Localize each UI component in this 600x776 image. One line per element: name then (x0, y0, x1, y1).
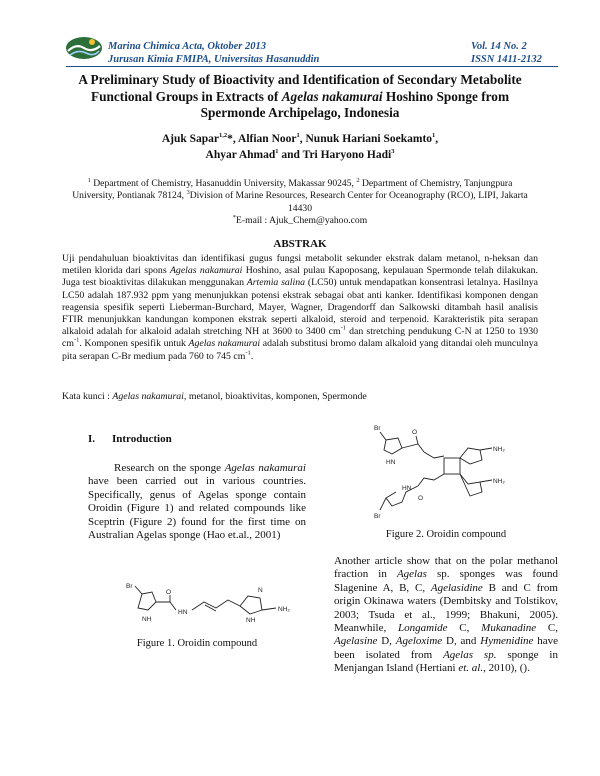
atom-label-br-top: Br (374, 425, 381, 432)
issn-number: ISSN 1411-2132 (471, 54, 542, 65)
journal-header-right (471, 40, 556, 66)
atom-label-n: N (258, 587, 263, 594)
author-list: Ajuk Sapar$^{1,2}$*, Alfian Noor$^1$, Nunuk Hariani Soekamto$^1$, Ahyar Ahmad$^1$ and Tri Haryono Hadi$^3$ (161, 132, 439, 161)
intro-paragraph: Research on the sponge Agelas nakamurai have been carried out in various countries. Specifically, genus of Agelas sponge contain Oroidin (Figure 1) and related compounds like Sceptrin (Figure 2) found for the first time on Australian Agelas sponge (Hao et.al., 2001) (88, 462, 306, 542)
amide-top (402, 444, 424, 452)
atom-label-hn-top: HN (386, 459, 396, 466)
atom-label-nh2: NH₂ (278, 606, 290, 613)
figure-2-caption: Figure 2. Oroidin compound (385, 529, 507, 540)
paper-title: A Preliminary Study of Bioactivity and Identification of Secondary Metabolite Functional Groups in Extracts of Agelas nakamurai Hoshino Sponge from Spermonde Archipelago, Indonesia (78, 72, 522, 120)
atom-label-br: Br (126, 583, 133, 590)
keywords: Kata kunci : Agelas nakamurai, metanol, bioaktivitas, komponen, Spermonde (62, 391, 367, 402)
atom-label-o-top: O (412, 429, 418, 436)
volume-number: Vol. 14 No. 2 (471, 41, 527, 52)
amide-bond (156, 602, 176, 610)
abstract-text: Uji pendahuluan bioaktivitas dan identifikasi gugus fungsi metabolit sekunder ekstrak dalam metanol, n-heksan dan metilen klorida dari spons Agelas nakamurai Hoshino, asal pulau Kapoposang, kepulauan Spermonde telah dilakukan. Juga test bioaktivitas dilakukan menggunakan Artemia salina (LC50) untuk mendapatkan konsentrasi letalnya. Hasilnya LC50 adalah 187.932 ppm yang menunjukkan potensi ekstrak sebagai obat anti kanker. Identifikasi komponen dengan reagensia spesifik seperti Lieberman-Burchard, Mayer, Wagner, Dragendorff dan Salkowski ditambah hasil analisis FTIR menunjukkan kandungan komponen ekstrak seperti alkaloid, steroid and terpenoid. Karakteristik pita serapan alkaloid adalah for alkaloid adalah stretching NH at 3600 to 3400 $cm^{-1}$ dan stretching pendukung C-N at 1250 to 1930 $cm^{-1}$. Komponen spesifik untuk Agelas nakamurai adalah substitusi bromo dalam alkaloid yang ditandai oleh munculnya pita serapan C-Br medium pada 760 to 745 $cm^{-1}$. (62, 253, 538, 362)
atom-label-nh2-bottom: NH₂ (493, 478, 505, 485)
figure-1-caption: Figure 1. Oroidin compound (136, 638, 258, 649)
atom-label-o-bottom: O (418, 495, 424, 502)
atom-label-o: O (166, 589, 172, 596)
atom-label-hn: HN (178, 609, 188, 616)
header-divider (66, 66, 558, 67)
atom-label-nh-imidazole: NH (246, 617, 256, 624)
institution-name: Jurusan Kimia FMIPA, Universitas Hasanuddin (108, 54, 320, 65)
imidazole-ring (240, 596, 262, 614)
right-column-paragraph: Another article show that on the polar methanol fraction in Agelas sp. sponges was found Slagenine A, B, C, Agelasidine B and C from origin Okinawa waters (Dembitsky and Tolstikov, 2003; Tsuda et al., 1999; Bhakuni, 2005). Meanwhile, Longamide C, Mukanadine C, Agelasine D, Ageloxime D, and Hymenidine have been isolated from Agelas sp. sponge in Menjangan Island (Hertiani et. al., 2010), (). (334, 555, 559, 675)
pyrrole-ring-top (380, 432, 402, 454)
journal-header-left (108, 40, 319, 66)
atom-label-br-bottom: Br (374, 513, 381, 520)
atom-label-nh2-top: NH₂ (493, 446, 505, 453)
section-heading-introduction: I. Introduction (88, 433, 172, 445)
affiliations: $^1$ Department of Chemistry, Hasanuddin University, Makassar 90245, $^2$ Department of Chemistry, Tanjungpura University, Pontianak 78124, $^3$Division of Marine Resources, Research Center for Oceanography (RCO), LIPI, Jakarta 14430 *E-mail : Ajuk_Chem@yahoo.com (72, 176, 528, 226)
figure-1-oroidin-structure (120, 578, 310, 636)
abstract-heading: ABSTRAK (273, 238, 327, 250)
imidazole-ring-bottom (460, 474, 482, 496)
journal-name: Marina Chimica Acta, Oktober 2013 (108, 41, 266, 52)
contact-email[interactable]: E-mail : Ajuk_Chem@yahoo.com (236, 214, 368, 226)
pyrrole-ring (135, 586, 156, 610)
atom-label-hn-bottom: HN (402, 485, 412, 492)
imidazole-ring-top (460, 448, 482, 464)
allyl-chain (192, 600, 240, 610)
cyclobutane-ring (444, 458, 460, 474)
figure-2-sceptrin-structure (372, 422, 522, 524)
atom-label-nh: NH (142, 616, 152, 623)
journal-logo-icon (64, 34, 104, 62)
